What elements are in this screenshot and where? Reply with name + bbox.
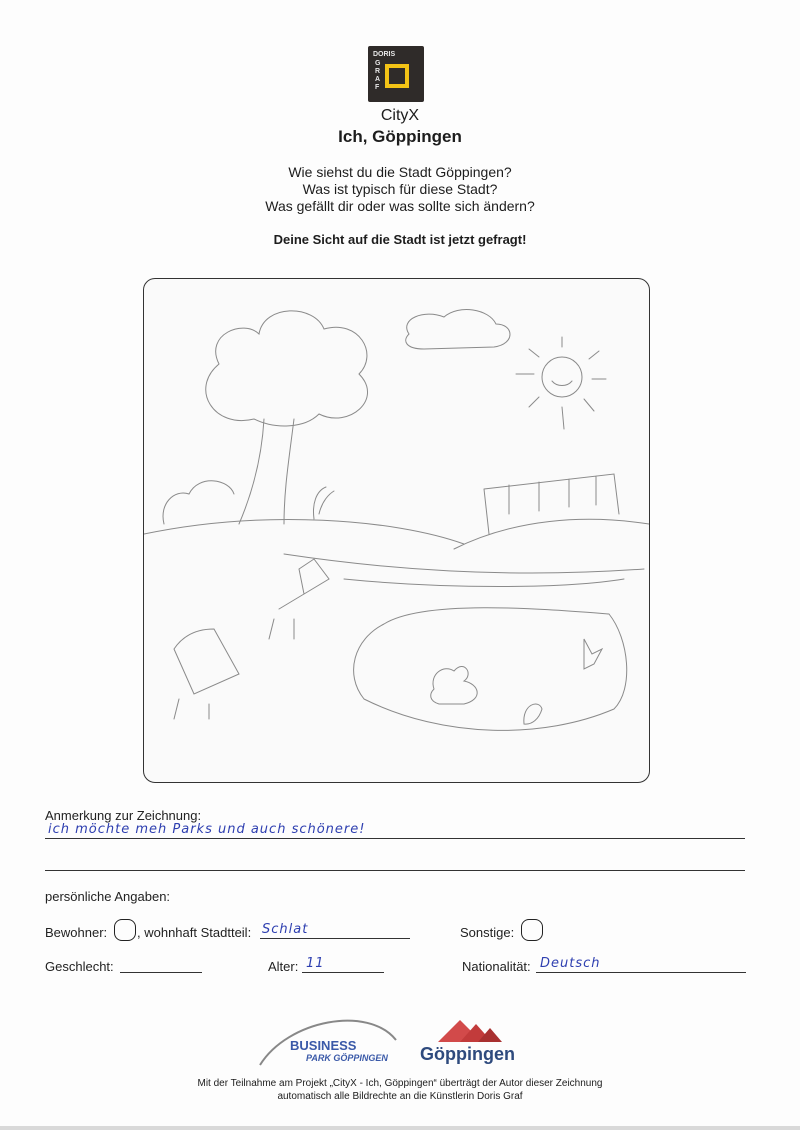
business-park-logo <box>258 1010 398 1070</box>
scan-edge <box>0 1126 800 1130</box>
logo-frame-icon <box>385 64 409 88</box>
logo-text-g: G <box>375 60 381 67</box>
logo-text-f: F <box>375 84 380 91</box>
project-name: CityX <box>380 107 420 124</box>
bench-icon <box>269 559 329 639</box>
other-label: Sonstige: <box>460 925 515 940</box>
park-text: PARK GÖPPINGEN <box>306 1053 388 1063</box>
nationality-line <box>536 972 746 973</box>
sun-rays-icon <box>516 337 606 429</box>
page-title: Ich, Göppingen <box>338 127 462 146</box>
nationality-value[interactable]: Deutsch <box>540 956 601 971</box>
footer-line-2: automatisch alle Bildrechte an die Künstlerin Doris Graf <box>277 1091 523 1102</box>
goeppingen-logo <box>420 1018 524 1068</box>
ground-line <box>284 554 644 573</box>
tree-trunk-icon <box>239 419 294 524</box>
pencil-drawing <box>144 279 649 782</box>
remark-line-2 <box>45 870 745 871</box>
question-1: Wie siehst du die Stadt Göppingen? <box>288 164 512 180</box>
sun-face-icon <box>552 381 572 386</box>
leaf-icon <box>584 639 602 669</box>
doris-graf-logo <box>368 46 424 102</box>
cloud-icon <box>406 310 510 349</box>
resident-label: Bewohner: <box>45 925 108 940</box>
bush-icon <box>163 481 234 524</box>
mountains-icon <box>420 1018 524 1044</box>
remark-value[interactable]: ich möchte meh Parks und auch schönere! <box>48 822 366 837</box>
district-line <box>260 938 410 939</box>
age-line <box>302 972 384 973</box>
question-2: Was ist typisch für diese Stadt? <box>302 181 498 197</box>
question-3: Was gefällt dir oder was sollte sich ändern? <box>265 198 535 214</box>
city-name: Göppingen <box>420 1044 515 1064</box>
path-line <box>344 579 624 587</box>
nationality-label: Nationalität: <box>462 959 531 974</box>
remark-label: Anmerkung zur Zeichnung: <box>45 808 202 823</box>
bridge-icon <box>484 474 619 534</box>
leaf-icon-2 <box>524 704 542 724</box>
remark-line-1 <box>45 838 745 839</box>
logo-text-doris: DORIS <box>373 51 396 58</box>
drawing-area <box>143 278 650 783</box>
district-label: , wohnhaft Stadtteil: <box>137 925 252 940</box>
hill-line <box>144 520 464 544</box>
personal-info-label: persönliche Angaben: <box>45 889 171 904</box>
other-checkbox[interactable] <box>521 919 543 941</box>
gender-line <box>120 972 202 973</box>
resident-checkbox[interactable] <box>114 919 136 941</box>
grass-icon <box>314 487 335 519</box>
logo-text-r: R <box>375 68 381 75</box>
age-value[interactable]: 11 <box>306 956 325 971</box>
age-label: Alter: <box>268 959 299 974</box>
bench-icon-2 <box>174 629 239 719</box>
footer-line-1: Mit der Teilnahme am Projekt „CityX - Ich, Göppingen“ überträgt der Autor dieser Zeichnung <box>197 1078 603 1089</box>
call-to-action: Deine Sicht auf die Stadt ist jetzt gefragt! <box>273 232 527 247</box>
pond-icon <box>354 608 627 731</box>
duck-icon <box>431 666 477 704</box>
gender-label: Geschlecht: <box>45 959 114 974</box>
hill-line-right <box>454 519 649 549</box>
tree-icon <box>206 311 368 426</box>
business-text: BUSINESS <box>290 1038 357 1053</box>
sun-icon <box>542 357 582 397</box>
district-value[interactable]: Schlat <box>262 922 309 937</box>
logo-text-a: A <box>375 76 381 83</box>
